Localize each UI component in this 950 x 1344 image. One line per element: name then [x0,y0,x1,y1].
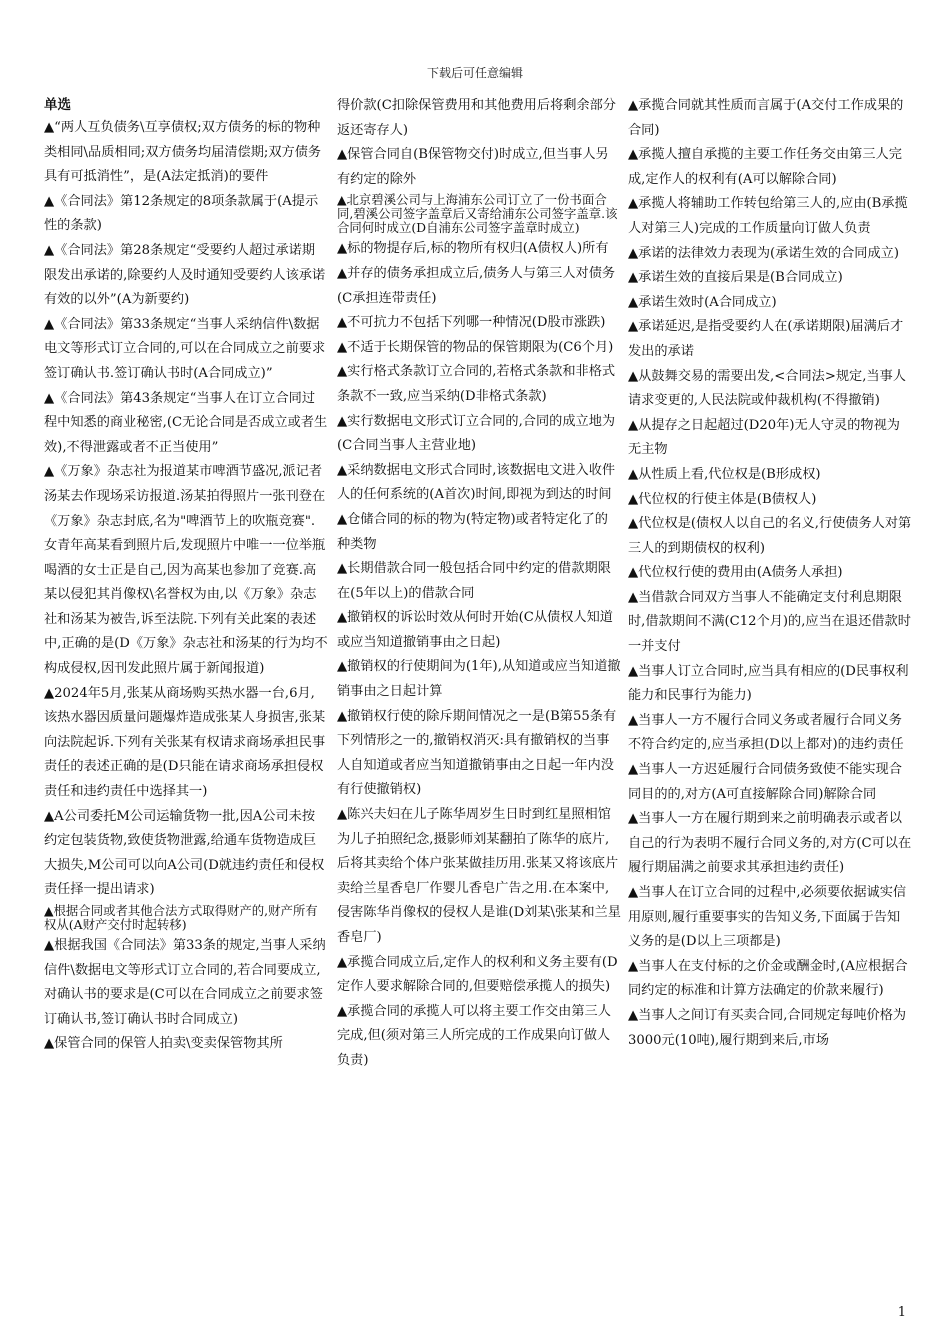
question-item: ▲代位权是(债权人以自己的名义,行使债务人对第三人的到期债权的权利) [628,516,912,556]
question-item: ▲实行数据电文形式订立合同的,合同的成立地为(C合同当事人主营业地) [337,413,616,454]
question-item: ▲保管合同的保管人拍卖\变卖保管物其所 [44,1036,283,1052]
question-item: ▲当事人之间订有买卖合同,合同规定每吨价格为3000元(10吨),履行期到来后,市场 [628,1007,907,1048]
question-item: ▲代位权行使的费用由(A债务人承担) [628,565,843,581]
question-item: ▲保管合同自(B保管物交付)时成立,但当事人另有约定的除外 [337,147,609,187]
question-item: ▲《合同法》第12条规定的8项条款属于(A提示性的条款) [44,193,319,234]
question-item: ▲2024年5月,张某从商场购买热水器一台,6月,该热水器因质量问题爆炸造成张某人身损害,张某向法院起诉.下列有关张某有权请求商场承担民事责任的表述正确的是(D只能在请求商场承担侵权责任和违约责任中选择其一) [44,685,326,800]
question-item: ▲陈兴夫妇在儿子陈华周岁生日时到红星照相馆为儿子拍照纪念,摄影师刘某翻拍了陈华的底片,后将其卖给个体户张某做挂历用.张某又将该底片卖给兰星香皂厂作婴儿香皂广告之用.在本案中,侵害陈华肖像权的侵权人是谁(D刘某\张某和兰星香皂厂) [337,807,621,945]
question-item: 得价款(C扣除保管费用和其他费用后将剩余部分返还寄存人) [337,98,616,138]
question-item: ▲从提存之日起超过(D20年)无人守灵的物视为无主物 [628,417,900,458]
column-2 [337,94,621,1074]
question-item: ▲当事人一方不履行合同义务或者履行合同义务不符合约定的,应当承担(D以上都对)的违约责任 [628,712,904,753]
question-item: ▲《万象》杂志社为报道某市啤酒节盛况,派记者汤某去作现场采访报道.汤某拍得照片一张刊登在《万象》杂志封底,名为"啤酒节上的吹瓶竞赛".女青年高某看到照片后,发现照片中唯一一位举瓶喝酒的女士正是自己,因为高某也参加了竞赛.高某以侵犯其肖像权\名誉权为由,以《万象》杂志社和汤某为被告,诉至法院.下列有关此案的表述中,正确的是(D《万象》杂志社和汤某的行为均不构成侵权,因刊发此照片属于新闻报道) [44,464,328,677]
column-3 [628,94,912,1053]
question-item: ▲承揽人擅自承揽的主要工作任务交由第三人完成,定作人的权利有(A可以解除合同) [628,147,902,187]
question-item: ▲撤销权行使的除斥期间情况之一是(B第55条有下列情形之一的,撤销权消灭:具有撤销权的当事人自知道或者应当知道撤销事由之日起一年内没有行使撤销权) [337,708,617,798]
question-item: ▲承揽合同的承揽人可以将主要工作交由第三人完成,但(须对第三人所完成的工作成果向订做人负责) [337,1003,611,1068]
question-item: ▲实行格式条款订立合同的,若格式条款和非格式条款不一致,应当采纳(D非格式条款) [337,364,616,404]
page-number: 1 [897,1305,906,1320]
question-item: ▲从性质上看,代位权是(B形成权) [628,466,821,482]
question-item: ▲承诺的法律效力表现为(承诺生效的合同成立) [628,245,899,261]
question-item: ▲《合同法》第43条规定“当事人在订立合同过程中知悉的商业秘密,(C无论合同是否成立或者生效),不得泄露或者不正当使用” [44,390,328,455]
question-item: ▲并存的债务承担成立后,债务人与第三人对债务(C承担连带责任) [337,265,616,306]
section-title: 单选 [44,97,71,113]
question-item: ▲承诺生效的直接后果是(B合同成立) [628,270,843,286]
question-item: ▲根据我国《合同法》第33条的规定,当事人采纳信件\数据电文等形式订立合同的,若合同要成立,对确认书的要求是(C可以在合同成立之前要求签订确认书,签订确认书时合同成立) [44,938,326,1027]
question-item: ▲不适于长期保管的物品的保管期限为(C6个月) [337,339,614,355]
question-item: ▲代位权的行使主体是(B债权人) [628,491,817,507]
page-header: 下载后可任意编辑 [426,66,523,80]
question-item: ▲采纳数据电文形式合同时,该数据电文进入收件人的任何系统的(A首次)时间,即视为到达的时间 [337,462,616,503]
question-item: ▲撤销权的诉讼时效从何时开始(C从债权人知道或应当知道撤销事由之日起) [337,610,613,650]
question-item: ▲《合同法》第33条规定“当事人采纳信件\数据电文等形式订立合同的,可以在合同成立之前要求签订确认书.签订确认书时(A合同成立)” [44,316,326,381]
question-item: ▲当事人一方在履行期到来之前明确表示或者以自己的行为表明不履行合同义务的,对方(C可以在履行期届满之前要求其承担违约责任) [628,811,912,876]
column-1 [44,94,328,1057]
question-item: ▲“两人互负债务\互享债权;双方债务的标的物种类相同\品质相同;双方债务均届清偿期;双方债务具有可抵消性”，是(A法定抵消)的要件 [44,120,322,185]
question-item: ▲仓储合同的标的物为(特定物)或者特定化了的种类物 [337,511,608,552]
question-item: ▲当事人在支付标的之价金或酬金时,(A应根据合同约定的标准和计算方法确定的价款来履行) [628,958,908,999]
question-item: ▲承诺生效时(A合同成立) [628,294,777,310]
question-item: ▲承揽人将辅助工作转包给第三人的,应由(B承揽人对第三人)完成的工作质量向订做人负责 [628,196,908,236]
question-item: ▲北京碧溪公司与上海浦东公司订立了一份书面合同,碧溪公司签字盖章后又寄给浦东公司签字盖章.该合同何时成立(D自浦东公司签字盖章时成立) [337,192,618,236]
question-item: ▲当事人在订立合同的过程中,必须要依据诚实信用原则,履行重要事实的告知义务,下面属于告知义务的是(D以上三项都是) [628,885,907,950]
question-item: ▲标的物提存后,标的物所有权归(A债权人)所有 [337,241,609,257]
question-item: ▲承诺延迟,是指受要约人在(承诺期限)届满后才发出的承诺 [628,319,904,359]
question-item: ▲《合同法》第28条规定“受要约人超过承诺期限发出承诺的,除要约人及时通知受要约人该承诺有效的以外”(A为新要约) [44,242,326,308]
question-item: ▲当借款合同双方当事人不能确定支付利息期限时,借款期间不满(C12个月)的,应当在退还借款时一并支付 [628,589,911,655]
question-item: ▲长期借款合同一般包括合同中约定的借款期限在(5年以上)的借款合同 [337,561,611,601]
question-item: ▲根据合同或者其他合法方式取得财产的,财产所有权从(A财产交付时起转移) [44,903,318,932]
question-item: ▲承揽合同就其性质而言属于(A交付工作成果的合同) [628,98,904,138]
question-item: ▲当事人一方迟延履行合同债务致使不能实现合同目的的,对方(A可直接解除合同)解除合同 [628,762,902,802]
question-item: ▲撤销权的行使期间为(1年),从知道或应当知道撤销事由之日起计算 [337,659,621,700]
question-item: ▲当事人订立合同时,应当具有相应的(D民事权利能力和民事行为能力) [628,663,909,704]
question-item: ▲不可抗力不包括下列哪一种情况(D股市涨跌) [337,315,606,331]
question-item: ▲承揽合同成立后,定作人的权利和义务主要有(D定作人要求解除合同的,但要赔偿承揽人的损失) [337,954,618,995]
question-item: ▲A公司委托M公司运输货物一批,因A公司未按约定包装货物,致使货物泄露,给通车货物造成巨大损失,M公司可以向A公司(D就违约责任和侵权责任择一提出请求) [44,808,325,898]
question-item: ▲从鼓舞交易的需要出发,<合同法>规定,当事人请求变更的,人民法院或仲裁机构(不得撤销) [628,368,906,409]
